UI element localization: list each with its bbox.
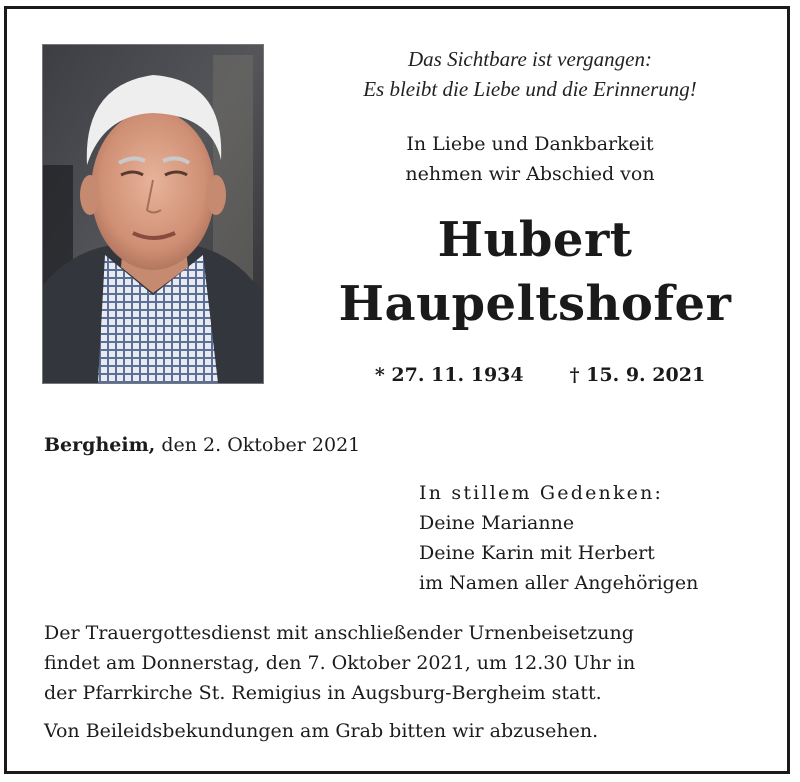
place-name: Bergheim, [44, 434, 156, 456]
signatory-line: im Namen aller Angehörigen [419, 572, 699, 594]
first-name: Hubert [437, 212, 633, 268]
intro-line-2: nehmen wir Abschied von [405, 163, 655, 185]
birth-date: * 27. 11. 1934 [374, 364, 524, 386]
service-line: findet am Donnerstag, den 7. Oktober 2021, um 12.30 Uhr in [44, 652, 636, 674]
signatory-line: Deine Marianne [419, 512, 575, 534]
notice-date: den 2. Oktober 2021 [161, 434, 361, 456]
condolence-note: Von Beileidsbekundungen am Grab bitten wir abzusehen. [44, 720, 599, 742]
place-date [44, 430, 360, 460]
motto-quote [310, 44, 750, 104]
last-name: Haupeltshofer [338, 276, 732, 332]
deceased-name [310, 208, 760, 336]
intro-text [310, 129, 750, 189]
portrait-image [43, 45, 263, 383]
service-line: der Pfarrkirche St. Remigius in Augsburg-Bergheim statt. [44, 682, 602, 704]
life-dates [330, 360, 750, 390]
service-line: Der Trauergottesdienst mit anschließender Urnenbeisetzung [44, 622, 634, 644]
signatories [419, 478, 698, 598]
signatories-heading: In stillem Gedenken: [419, 482, 664, 504]
service-info [44, 618, 764, 746]
death-date: † 15. 9. 2021 [569, 364, 706, 386]
portrait-photo [42, 44, 264, 384]
motto-line-1: Das Sichtbare ist vergangen: [408, 47, 652, 71]
intro-line-1: In Liebe und Dankbarkeit [406, 133, 654, 155]
motto-line-2: Es bleibt die Liebe und die Erinnerung! [363, 77, 697, 101]
signatory-line: Deine Karin mit Herbert [419, 542, 655, 564]
